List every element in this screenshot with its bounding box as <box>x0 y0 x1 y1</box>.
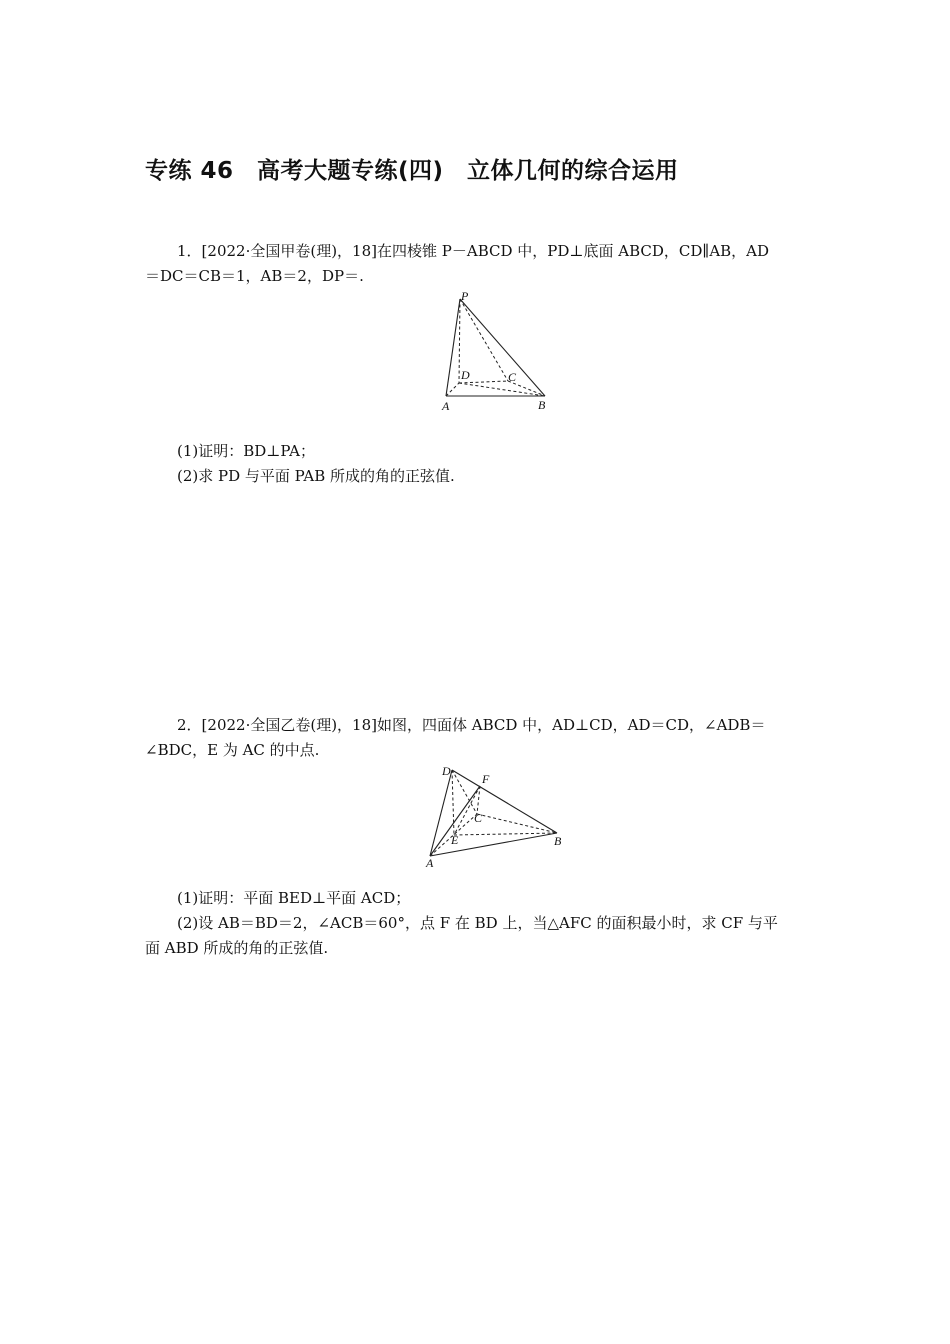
problem-1-number: 1． <box>177 242 202 260</box>
edge-pa <box>446 299 460 396</box>
label-d: D <box>461 368 470 382</box>
label-b: B <box>554 834 562 848</box>
edge-eb <box>454 833 557 835</box>
label-e: E <box>451 833 459 847</box>
problem-1-source: [2022·全国甲卷(理)，18] <box>201 242 377 260</box>
label-d: D <box>442 764 451 778</box>
problem-1-q1: (1)证明：BD⊥PA； <box>177 442 315 460</box>
edge-db <box>452 770 557 833</box>
label-a: A <box>442 399 450 413</box>
edge-cb <box>477 814 557 833</box>
problem-1-q2: (2)求 PD 与平面 PAB 所成的角的正弦值. <box>177 467 455 485</box>
problem-1-stem-text-1: 在四棱锥 P－ABCD 中，PD⊥底面 ABCD，CD∥AB，AD <box>377 242 770 260</box>
problem-1-stem-text-2: ＝DC＝CB＝1，AB＝2，DP＝. <box>145 267 364 285</box>
label-a: A <box>426 856 434 870</box>
edge-db <box>459 383 545 396</box>
problem-2-source: [2022·全国乙卷(理)，18] <box>201 716 377 734</box>
label-b: B <box>538 398 546 412</box>
edge-pb <box>460 299 545 396</box>
page-title: 专练 46 高考大题专练(四) 立体几何的综合运用 <box>145 158 679 184</box>
problem-2-stem-text-2: ∠BDC，E 为 AC 的中点. <box>145 741 320 759</box>
label-c: C <box>508 370 517 384</box>
label-p: P <box>461 289 469 303</box>
problem-1-stem-line-1 <box>145 239 807 264</box>
edge-pd <box>459 299 460 383</box>
figure-pyramid-pabcd <box>430 286 560 416</box>
problem-2-q2-line-2: 面 ABD 所成的角的正弦值. <box>145 939 329 957</box>
label-f: F <box>482 772 490 786</box>
edge-ab <box>430 833 557 856</box>
problem-1-stem <box>145 239 807 264</box>
label-c: C <box>474 811 483 825</box>
problem-2-number: 2． <box>177 716 202 734</box>
problem-2-stem <box>145 713 807 738</box>
figure-tetrahedron-abcd <box>420 760 570 872</box>
problem-2-q2-line-1: (2)设 AB＝BD＝2，∠ACB＝60°，点 F 在 BD 上，当△AFC 的面积最小时，求 CF 与平 <box>177 914 778 932</box>
problem-2-q1: (1)证明：平面 BED⊥平面 ACD； <box>177 889 411 907</box>
edge-da <box>430 770 452 856</box>
problem-2-stem-text-1: 如图，四面体 ABCD 中，AD⊥CD，AD＝CD，∠ADB＝ <box>377 716 766 734</box>
